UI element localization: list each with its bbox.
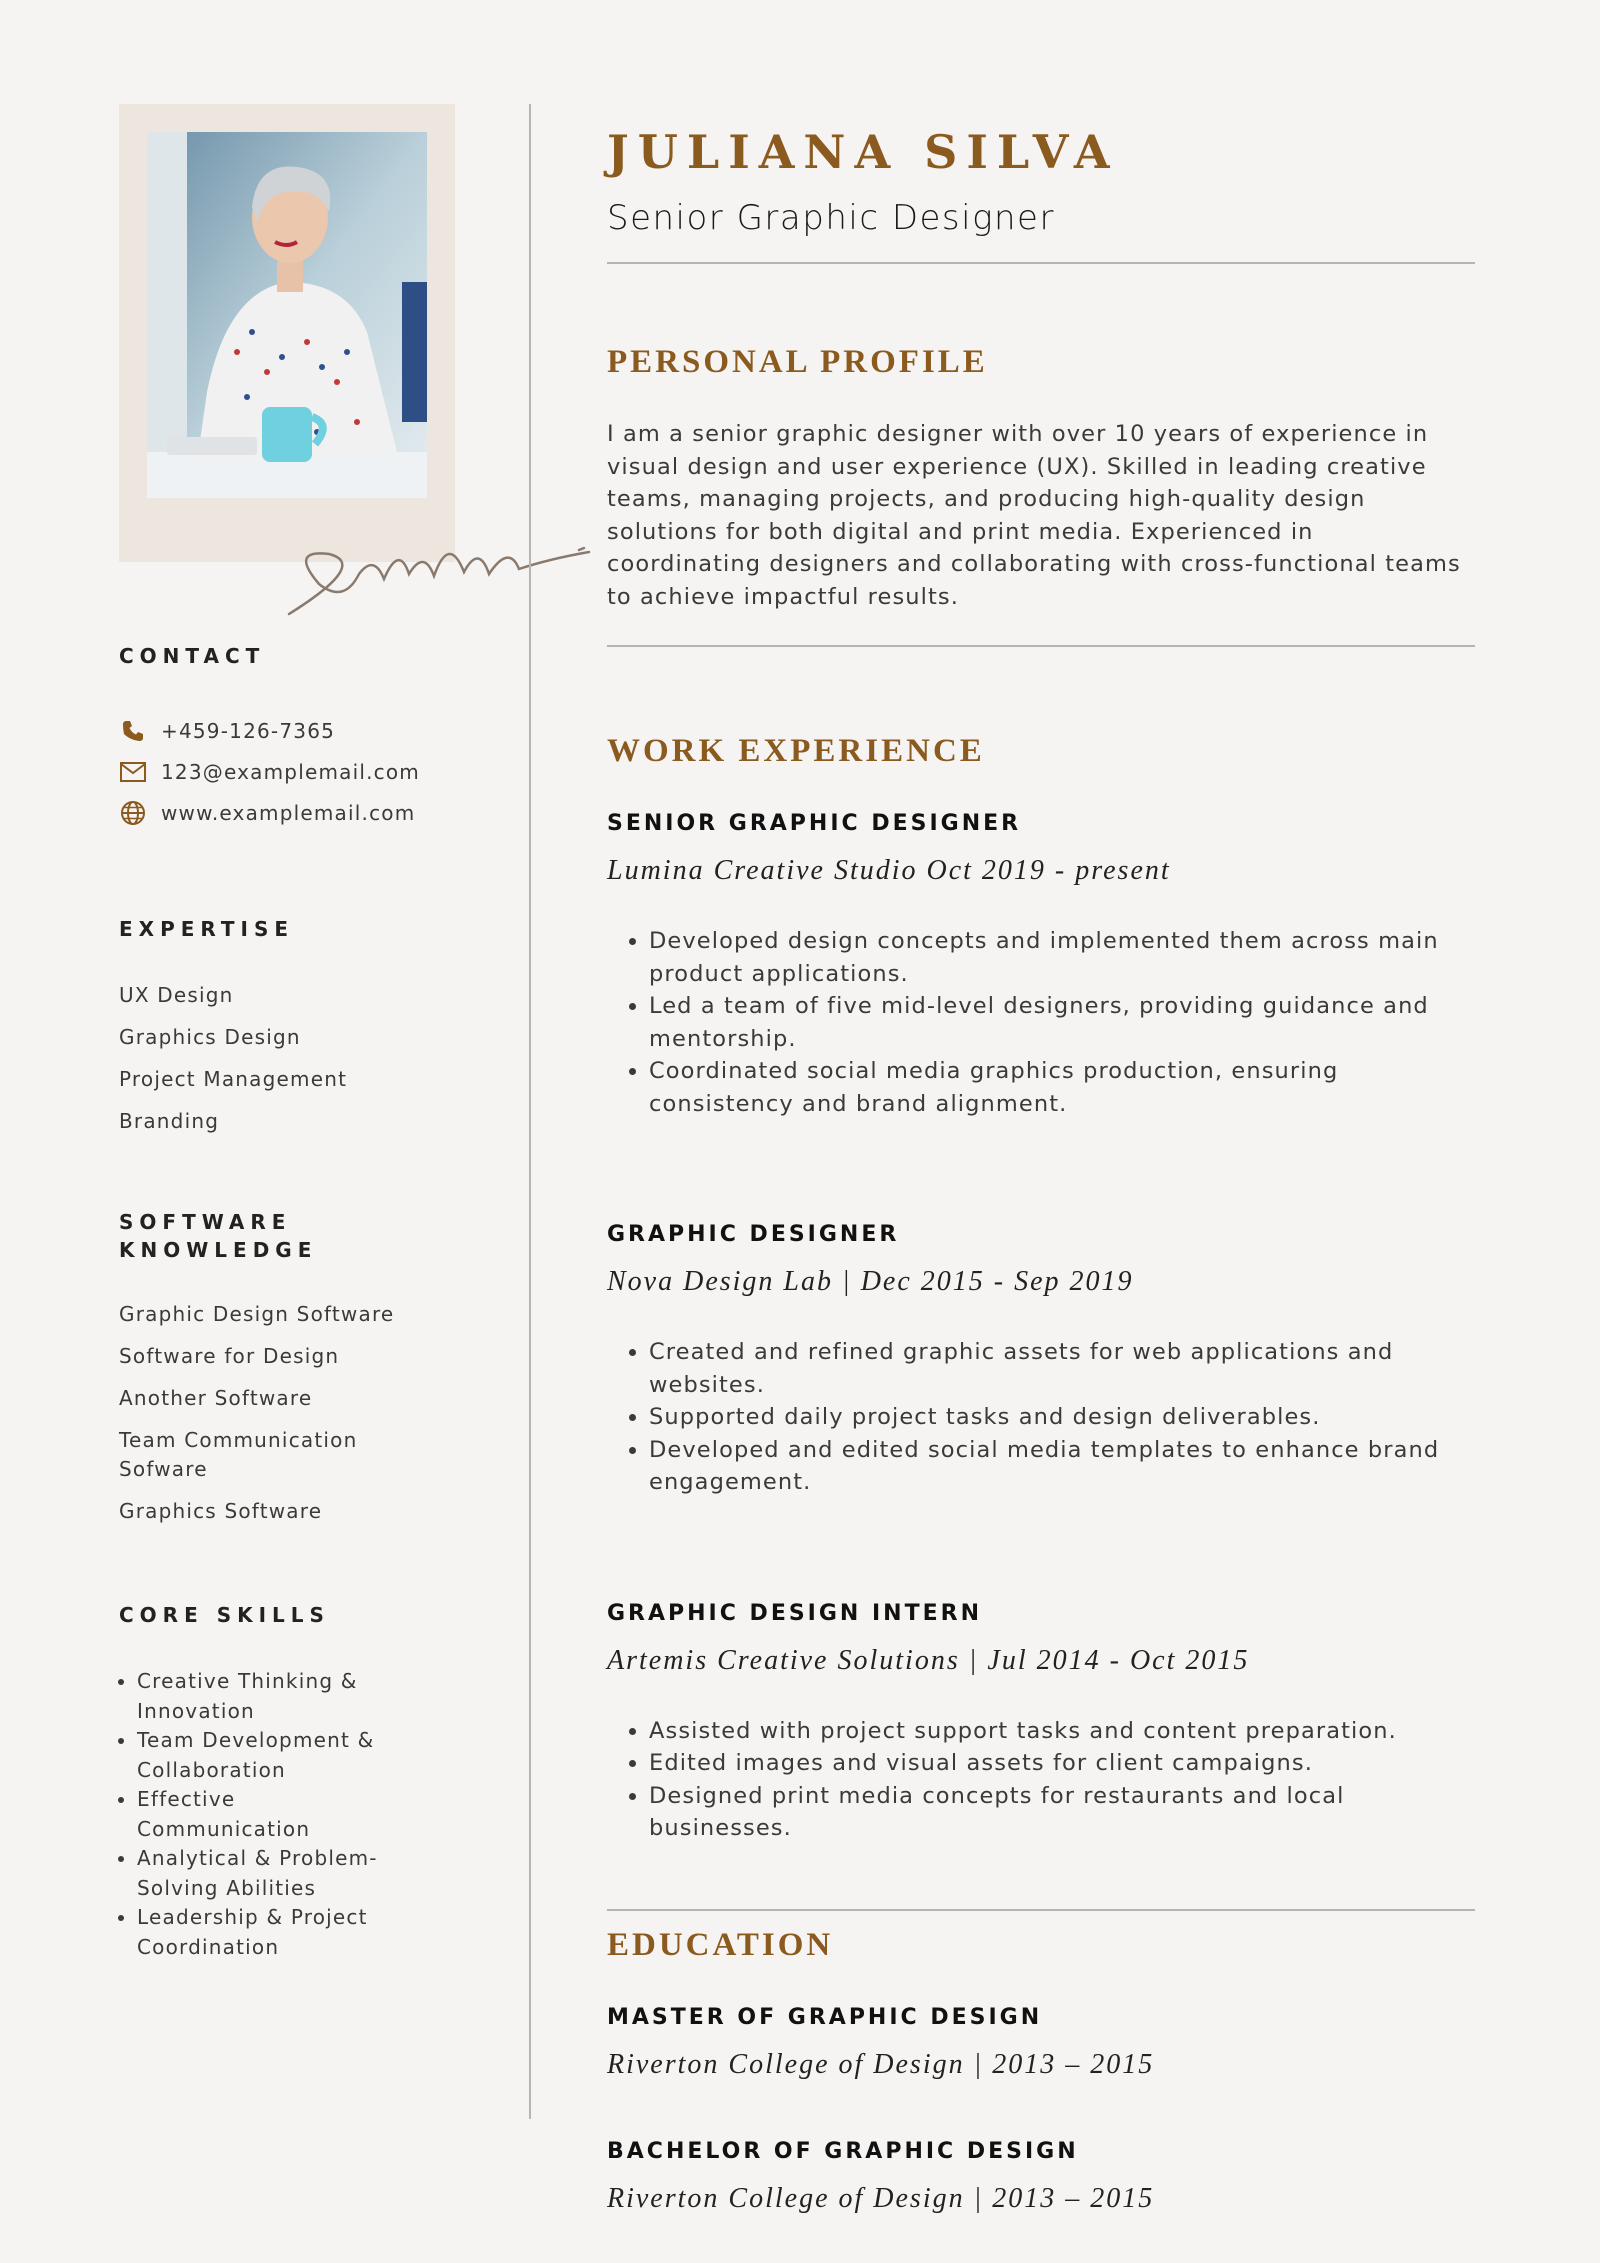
list-item: • Led a team of five mid-level designers, providing guidance and mentorship. <box>649 990 1477 1055</box>
core-skills-section <box>119 1601 519 1962</box>
expertise-section <box>119 915 519 1136</box>
job-entry <box>607 1220 1477 1499</box>
profile-heading: PERSONAL PROFILE <box>607 344 988 380</box>
list-item: • Developed design concepts and implemented them across main product applications. <box>649 925 1477 990</box>
contact-heading: CONTACT <box>119 644 266 668</box>
job-title: GRAPHIC DESIGNER <box>607 1222 900 1247</box>
degree-title: BACHELOR OF GRAPHIC DESIGN <box>607 2138 1079 2164</box>
list-item: • Assisted with project support tasks and content preparation. <box>649 1715 1477 1748</box>
list-item: • Effective Communication <box>137 1785 337 1844</box>
job-title: GRAPHIC DESIGN INTERN <box>607 1600 982 1626</box>
list-item: Software for Design <box>119 1344 340 1368</box>
education-section <box>607 1925 1477 2217</box>
expertise-list <box>119 981 519 1136</box>
job-bullets <box>607 1336 1477 1499</box>
contact-website-text: www.examplemail.com <box>161 800 416 825</box>
job-entry <box>607 809 1477 1120</box>
job-title: SENIOR GRAPHIC DESIGNER <box>607 811 1022 836</box>
column-divider <box>529 104 531 2119</box>
list-item: • Coordinated social media graphics production, ensuring consistency and brand alignment. <box>649 1055 1389 1120</box>
contact-email-text: 123@examplemail.com <box>161 759 420 784</box>
job-meta: Artemis Creative Solutions | Jul 2014 - Oct 2015 <box>607 1644 1250 1676</box>
contact-list <box>119 710 519 833</box>
contact-phone[interactable] <box>119 710 519 751</box>
contact-section <box>119 642 519 833</box>
contact-email[interactable] <box>119 751 519 792</box>
profile-section <box>607 342 1477 613</box>
education-entry <box>607 2003 1477 2083</box>
profile-photo <box>147 132 427 498</box>
list-item: • Analytical & Problem-Solving Abilities <box>137 1844 407 1903</box>
photo-card <box>119 104 455 562</box>
globe-icon <box>119 799 147 827</box>
list-item: Another Software <box>119 1386 313 1410</box>
job-entry <box>607 1599 1477 1845</box>
profile-divider <box>607 645 1475 647</box>
list-item: • Designed print media concepts for restaurants and local businesses. <box>649 1780 1409 1845</box>
main-content <box>607 104 1477 2217</box>
education-entry <box>607 2137 1477 2217</box>
software-section <box>119 1208 519 1526</box>
list-item: Branding <box>119 1109 220 1133</box>
education-heading: EDUCATION <box>607 1926 834 1963</box>
sidebar <box>119 104 519 1962</box>
phone-icon <box>119 717 147 745</box>
header-divider <box>607 262 1475 264</box>
signature-icon <box>249 504 629 624</box>
job-bullets <box>607 1715 1477 1845</box>
expertise-heading: EXPERTISE <box>119 917 295 941</box>
list-item: • Created and refined graphic assets for web applications and websites. <box>649 1336 1477 1401</box>
software-heading: SOFTWARE KNOWLEDGE <box>119 1210 318 1262</box>
list-item: Graphic Design Software <box>119 1302 395 1326</box>
list-item: Graphics Design <box>119 1025 301 1049</box>
core-skills-list <box>119 1667 519 1962</box>
degree-meta: Riverton College of Design | 2013 – 2015 <box>607 2182 1155 2214</box>
contact-phone-text: +459-126-7365 <box>161 718 336 743</box>
profile-text: I am a senior graphic designer with over 10 years of experience in visual design and user experience (UX). Skilled in leading creative teams, managing projects, and producing high-quality design solutions for both digital and print media. Experienced in coordinating designers and collaborating with cross-functional teams to achieve impactful results. <box>607 421 1461 610</box>
job-bullets <box>607 925 1477 1120</box>
list-item: • Developed and edited social media templates to enhance brand engagement. <box>649 1434 1477 1499</box>
list-item: • Supported daily project tasks and design deliverables. <box>649 1401 1477 1434</box>
list-item: Project Management <box>119 1067 348 1091</box>
work-section <box>607 731 1477 1845</box>
profile-photo-illustration <box>147 132 427 498</box>
person-role: Senior Graphic Designer <box>607 198 1055 238</box>
degree-meta: Riverton College of Design | 2013 – 2015 <box>607 2048 1155 2080</box>
list-item: Graphics Software <box>119 1499 323 1523</box>
list-item: • Team Development & Collaboration <box>137 1726 417 1785</box>
job-meta: Lumina Creative Studio Oct 2019 - present <box>607 855 1171 886</box>
job-meta: Nova Design Lab | Dec 2015 - Sep 2019 <box>607 1266 1134 1297</box>
education-divider <box>607 1909 1475 1911</box>
mail-icon <box>119 758 147 786</box>
work-heading: WORK EXPERIENCE <box>607 733 985 769</box>
list-item: Team Communication Sofware <box>119 1428 358 1481</box>
degree-title: MASTER OF GRAPHIC DESIGN <box>607 2004 1043 2030</box>
list-item: UX Design <box>119 983 234 1007</box>
person-name: JULIANA SILVA <box>607 125 1119 179</box>
list-item: • Creative Thinking & Innovation <box>137 1667 417 1726</box>
list-item: • Edited images and visual assets for client campaigns. <box>649 1747 1477 1780</box>
list-item: • Leadership & Project Coordination <box>137 1903 417 1962</box>
contact-website[interactable] <box>119 792 519 833</box>
software-list <box>119 1300 519 1526</box>
core-skills-heading: CORE SKILLS <box>119 1603 330 1627</box>
